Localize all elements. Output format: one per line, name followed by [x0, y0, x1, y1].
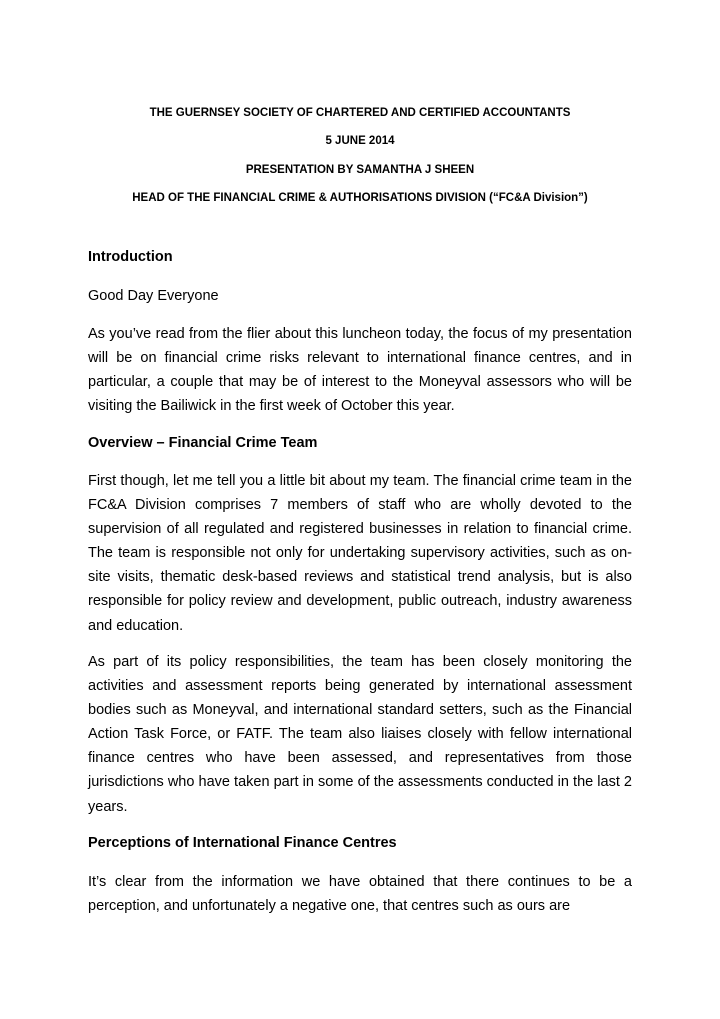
presenter-line: PRESENTATION BY SAMANTHA J SHEEN: [245, 164, 475, 176]
overview-paragraph-2: As part of its policy responsibilities, the team has been closely monitoring the activities and assessment reports being generated by international assessment bodies such as Moneyval, and international standard setters, such as the Financial Action Task Force, or FATF. The team also liaises closely with fellow international finance centres who have been assessed, and representatives from those jurisdictions who have taken part in some of the assessments conducted in the last 2 years.: [88, 654, 632, 815]
presentation-date: 5 JUNE 2014: [325, 135, 395, 147]
org-title: THE GUERNSEY SOCIETY OF CHARTERED AND CERTIFIED ACCOUNTANTS: [149, 107, 571, 119]
introduction-heading: Introduction: [88, 249, 173, 265]
presenter-role: HEAD OF THE FINANCIAL CRIME & AUTHORISATIONS DIVISION (“FC&A Division”): [132, 192, 588, 204]
perceptions-heading: Perceptions of International Finance Centres: [88, 835, 397, 851]
intro-paragraph: As you’ve read from the flier about this luncheon today, the focus of my presentation will be on financial crime risks relevant to international finance centres, and in particular, a couple that may be of interest to the Moneyval assessors who will be visiting the Bailiwick in the first week of October this year.: [88, 326, 632, 415]
overview-paragraph-1: First though, let me tell you a little bit about my team. The financial crime team in the FC&A Division comprises 7 members of staff who are wholly devoted to the supervision of all regulated and registered businesses in relation to financial crime. The team is responsible not only for undertaking supervisory activities, such as on-site visits, thematic desk-based reviews and statistical trend analysis, but is also responsible for policy review and development, public outreach, industry awareness and education.: [88, 473, 632, 634]
greeting-text: Good Day Everyone: [88, 288, 219, 304]
perceptions-paragraph: It’s clear from the information we have obtained that there continues to be a perception, and unfortunately a negative one, that centres such as ours are: [88, 874, 632, 915]
overview-heading: Overview – Financial Crime Team: [88, 435, 318, 451]
